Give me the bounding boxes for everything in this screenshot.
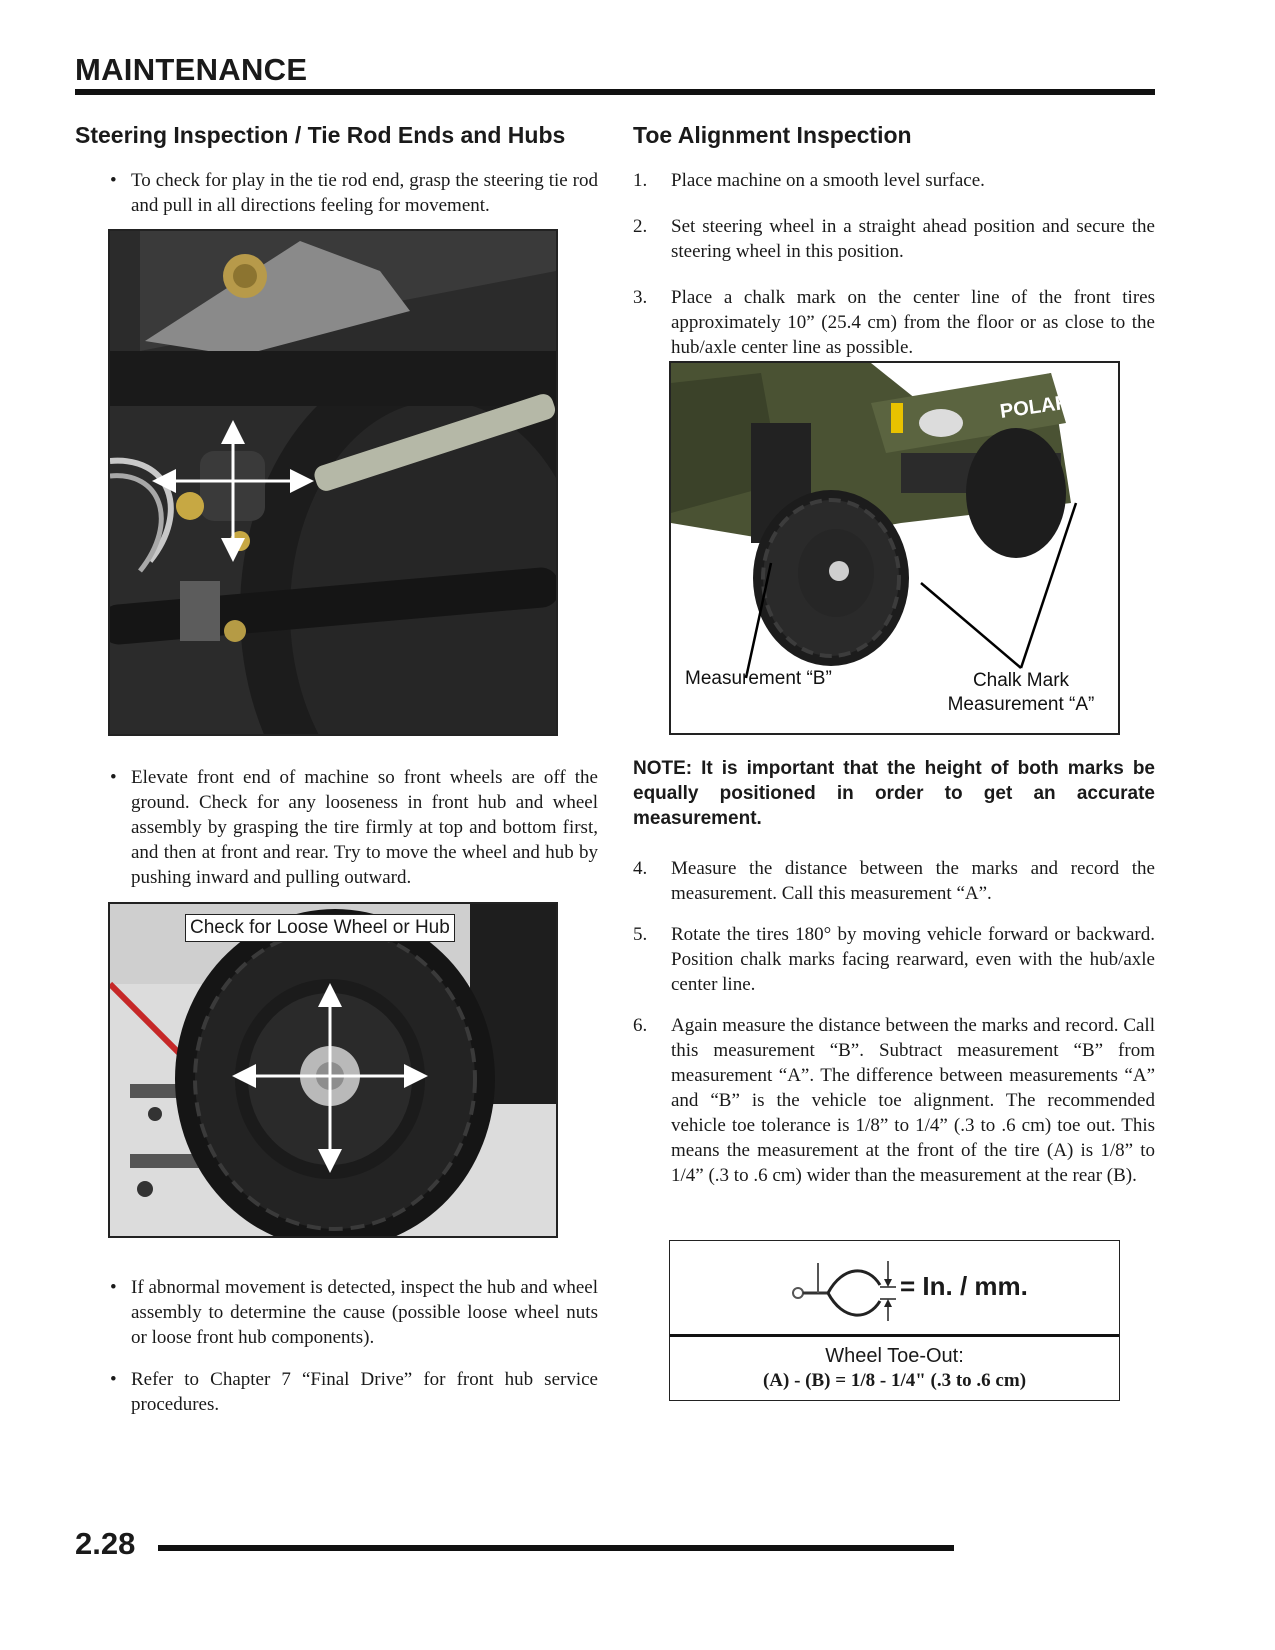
brand-logo: POLARIS bbox=[998, 388, 1090, 423]
spec-unit: = In. / mm. bbox=[900, 1271, 1028, 1301]
step-item: 4. Measure the distance between the marks and record the measurement. Call this measurement “A”. bbox=[633, 858, 1155, 904]
step-item: 5. Rotate the tires 180° by moving vehicle forward or backward. Position chalk marks facing rearward, even with the hub/axle center line. bbox=[633, 924, 1155, 995]
step-item: 6. Again measure the distance between the marks and record. Call this measurement “B”. Subtract measurement “B” from measurement “A”. The difference between measurements “A” and “B” is the vehicle toe alignment. The recommended vehicle toe tolerance is 1/8” to 1/4” (.3 to .6 cm) toe out. This means the measurement at the front of the tire (A) is 1/8” to 1/4” (.3 to .6 cm) wider than the measurement at the rear (B). bbox=[633, 1015, 1155, 1186]
vehicle-photo bbox=[669, 361, 1120, 735]
page-header: MAINTENANCE bbox=[75, 52, 308, 87]
spec-box bbox=[669, 1240, 1120, 1401]
bullet-item: • If abnormal movement is detected, inspect the hub and wheel assembly to determine the cause (possible loose wheel nuts or loose front hub components). bbox=[110, 1277, 598, 1348]
label-measurement-b: Measurement “B” bbox=[685, 668, 832, 689]
spec-formula: (A) - (B) = 1/8 - 1/4" (.3 to .6 cm) bbox=[762, 1370, 1027, 1391]
section-title-toe: Toe Alignment Inspection bbox=[633, 122, 912, 148]
photo-caption: Check for Loose Wheel or Hub bbox=[185, 914, 455, 942]
section-title-steering: Steering Inspection / Tie Rod Ends and Hubs bbox=[75, 122, 566, 148]
step-item: 1. Place machine on a smooth level surface. bbox=[633, 170, 985, 191]
caliper-icon bbox=[788, 1255, 898, 1321]
bullet-item: • To check for play in the tie rod end, grasp the steering tie rod and pull in all directions feeling for movement. bbox=[110, 170, 598, 216]
header-rule bbox=[75, 89, 1155, 95]
step-item: 2. Set steering wheel in a straight ahead position and secure the steering wheel in this position. bbox=[633, 216, 1155, 262]
bullet-item: • Refer to Chapter 7 “Final Drive” for front hub service procedures. bbox=[110, 1369, 598, 1415]
page-number: 2.28 bbox=[75, 1526, 136, 1561]
label-measurement-a: Measurement “A” bbox=[947, 694, 1095, 715]
footer-rule bbox=[158, 1545, 954, 1551]
note-text: NOTE: It is important that the height of both marks be equally positioned in order to get an accurate measurement. bbox=[633, 758, 1155, 829]
spec-divider bbox=[670, 1334, 1119, 1337]
step-item: 3. Place a chalk mark on the center line of the front tires approximately 10” (25.4 cm) from the floor or as close to the hub/axle center line as possible. bbox=[633, 287, 1155, 358]
wheel-hub-photo bbox=[108, 902, 558, 1238]
bullet-item: • Elevate front end of machine so front wheels are off the ground. Check for any looseness in front hub and wheel assembly by grasping the tire firmly at top and bottom first, and then at front and rear. Try to move the wheel and hub by pushing inward and pulling outward. bbox=[110, 767, 598, 888]
label-chalk-mark: Chalk Mark bbox=[972, 670, 1070, 691]
tie-rod-photo bbox=[108, 229, 558, 736]
spec-title: Wheel Toe-Out: bbox=[825, 1345, 964, 1367]
